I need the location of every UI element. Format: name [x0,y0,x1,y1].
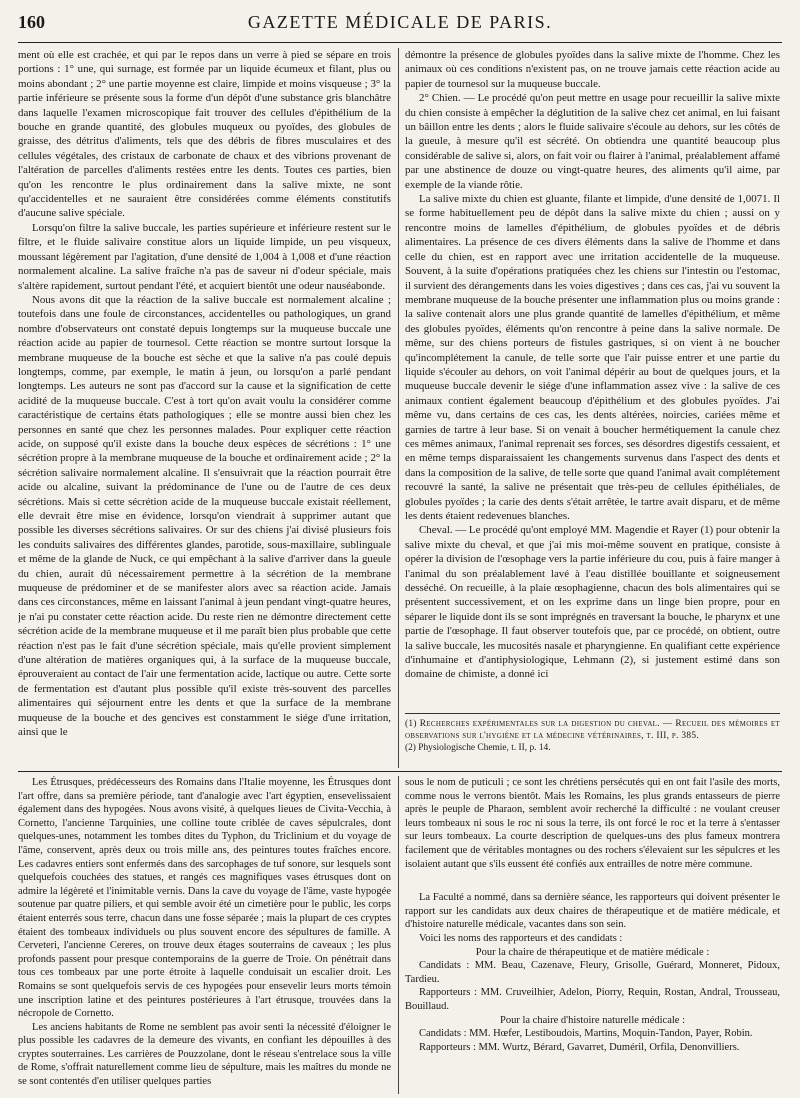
notice-list-intro: Voici les noms des rapporteurs et des candidats : [419,932,623,944]
footnote: (2) Physiologische Chemie, t. II, p. 14. [405,743,551,753]
paragraph: 2° Chien. — Le procédé qu'on peut mettre en usage pour recueillir la salive mixte du chien consiste à empêcher la déglutition de la salive chez cet animal, en lui faisant un bâillon entre les dents ; alors le fluide salivaire s'écoule au dehors, sur les côtés de la gueule, à mesure qu'il est sécrété. On obtiendra une quantité beaucoup plus considérable de salive si, alors, on fait voir ou flairer à l'animal, préalablement affamé par une abstinence de douze ou vingt-quatre heures, des aliments qu'il aime, par exemple de la viande rôtie. [405,92,780,191]
rapporteurs-line: Rapporteurs : MM. Cruveilhier, Adelon, Piorry, Requin, Rostan, Andral, Trousseau, Bouillaud. [405,987,780,1012]
paragraph: Les Étrusques, prédécesseurs des Romains dans l'Italie moyenne, les Étrusques dont l'art offre, dans sa première période, tant d'analogie avec l'art égyptien, ensevelissaient également dans des hypogées. Nous avons visité, à quelques lieues de Civita-Vecchia, à Cornetto, l'ancienne Tarquinies, une colline toute criblée de caves sépulcrales, dont quelques-unes, notamment les tombes dites du Typhon, du Triclinium et du voyage de l'âme, conservent, après deux ou trois mille ans, des peintures toutes fraîches encore. Les cadavres entiers sont enfermés dans des sarcophages de tuf sonore, sur lesquels sont quelquefois couchées des statues, et rangés ces magnifiques vases étrusques dont on admire la légèreté et l'inimitable vernis. Dans la cave du voyage de l'âme, vaste hypogée soutenue par quatre piliers, et qui semble avoir été un cimetière pour le public, les corps étaient enterrés sous terre, chacun dans une fosse séparée ; mais la plupart de ces cryptes étaient des tombeaux individuels ou plus souvent encore des sépultures de famille. A Cerveteri, l'ancienne Cereres, on trouve deux étages souterrains de caveaux ; les plus profonds passent pour presque contemporains de la guerre de Troie. On pénétrait dans tous ces tombeaux par une porte étroite à laquelle conduisait un escalier droit. Les Romains se sont quelquefois servis de ces hypogées pour ensevelir leurs morts témoin une inscription latine et des peintures postérieures à l'art étrusque, trouvées dans la nécropole de Cornetto. [18,777,391,1020]
running-title: GAZETTE MÉDICALE DE PARIS. [247,12,553,32]
chair-heading: Pour la chaire de thérapeutique et de matière médicale : [475,946,710,958]
paragraph: Lorsqu'on filtre la salive buccale, les parties supérieure et inférieure restent sur le filtre, et le fluide salivaire constitue alors un liquide limpide, un peu visqueux, moussant légèrement par l'agitation, d'une densité de 1,004 à 1,008 et d'une réaction normalement alcaline. La salive fraîche n'a pas de saveur ni d'odeur spéciale, mais s'altère rapidement, surtout pendant l'été, et acquiert bientôt une odeur nauséabonde. [18,221,391,292]
paragraph: sous le nom de puticuli ; ce sont les chrétiens persécutés qui en ont fait l'asile des morts, comme nous le verrons bientôt. Mais les Romains, les plus grands entasseurs de pierre après le peuple de Pharaon, semblent avoir recherché la difficulté : ne voulant creuser leurs tombeaux ni sous le roc ni sous la terre, ils ont forcé le roc et la terre à s'entasser sur leurs tombeaux. La courte description de quelques-uns des plus fameux montrera facilement que de véritables montagnes ou des rochers s'élevaient sur les sépulcres et les isolaient autant que s'ils eussent été confiés aux entrailles de notre mère commune. [405,777,780,870]
section-divider [18,771,782,772]
paragraph: Cheval. — Le procédé qu'ont employé MM. Magendie et Rayer (1) pour obtenir la salive mixte du cheval, et que j'ai mis moi-même souvent en pratique, consiste à opérer la division de l'œsophage vers la partie inférieure du cou, puis à faire manger à l'animal du son préalablement lavé à l'eau distillée bouillante et soigneusement desséché. On recueille, à la plaie œsophagienne, chacun des bols alimentaires qui se présentent successivement, et on les exprime dans un linge bien propre, pour en séparer le liquide dont ils se sont imprégnés en traversant la bouche, le pharynx et une partie de l'œsophage. Il faut observer toutefois que, par ce procédé, on obtient, outre la salive buccale, les mucosités nasale et pharyngienne. En qualifiant cette expérience d'inhumaine et d'antiphysiologique, Lehmann (2), si justement estimé dans son domaine de chimiste, a donné ici [405,524,780,681]
candidates-line: Candidats : MM. Hœfer, Lestiboudois, Martins, Moquin-Tandon, Payer, Robin. [419,1028,753,1040]
paragraph: ment où elle est crachée, et qui par le repos dans un verre à pied se sépare en trois portions : 1° une, qui surnage, est formée par un liquide écumeux et filant, plus ou moins abondant ; 2° une partie moyenne est claire, limpide et moins visqueuse ; 3° la partie inférieure se présente sous la forme d'un dépôt d'une substance gris blanchâtre dans laquelle l'examen microscopique fait trouver des cellules d'épithélium de la bouche en grande quantité, des globules muqueux ou pyoïdes, des globules de graisse, des détritus d'aliments, tels que des débris de fibres musculaires et des cellules végétales, des cristaux de carbonate de chaux et des vibrions provenant de l'altération de parcelles d'aliments restées entre les dents. Toutes ces parties, bien qu'on les rencontre le plus ordinairement dans la salive mixte, ne sont qu'accidentelles et ne sauraient être considérées comme éléments constitutifs d'aucune salive spéciale. [18,49,391,220]
page-header [18,12,782,43]
column-divider [398,776,399,1094]
paragraph: Nous avons dit que la réaction de la salive buccale est normalement alcaline ; toutefois dans une foule de circonstances, accidentelles ou pathologiques, un grand nombre d'observateurs ont constaté depuis longtemps sur la muqueuse buccale une réaction acide au papier de tournesol. Cette réaction se montre surtout lorsque la membrane muqueuse de la bouche est sèche et que la salive n'a pas coulé depuis longtemps, comme, par exemple, le matin à jeun, ou lorsqu'on a parlé pendant longtemps. Les auteurs ne sont pas d'accord sur la cause et la signification de cette acidité de la muqueuse buccale. C'est à tort qu'on avait voulu la considérer comme caractéristique de certains états pathologiques ; elle se montre aussi bien chez les personnes en santé que chez les personnes malades. Pour expliquer cette réaction acide, on supposé qu'il existe dans la bouche deux espèces de sécrétions : 1° une sécrétion propre à la membrane muqueuse de la bouche et ordinairement acide ; 2° la sécrétion salivaire normalement alcaline. Il s'ensuivrait que la réaction pourrait être acide ou alcaline, suivant la prédominance de l'une ou de l'autre de ces deux sécrétions. Mais si cette sécrétion acide de la muqueuse buccale existait réellement, elle devrait être mise en évidence, lorsqu'on viendrait à supprimer autant que possible les diverses sécrétions salivaires. Or sur des chiens j'ai divisé plusieurs fois les conduits salivaires des différentes glandes, parotide, sous-maxillaire, sublinguale et même de la glande de Nuck, ce qui empêchant à la salive d'arriver dans la gueule du chien, aurait dû nécessairement permettre à la sécrétion de la membrane muqueuse de prédominer et de se manifester alors avec sa réaction acide. Jamais dans ces circonstances, même en laissant l'animal à jeun pendant vingt-quatre heures, je n'ai pu constater cette réaction acide. Du reste rien ne démontre directement cette sécrétion acide de la membrane muqueuse et il me paraît bien plus probable que cette réaction n'est pas le fait d'une sécrétion spéciale, mais qu'elle provient simplement d'une altération de matières organiques qui, à la surface de la muqueuse buccale, éprouveraient au contact de l'air une fermentation acide, lactique ou autre. Cette sorte de fermentation est d'autant plus possible qu'il existe très-souvent des parcelles alimentaires qui séjournent entre les dents et que la surface de la membrane muqueuse de la bouche et des gencives est constamment le siége d'une irritation, ainsi que le [18,293,391,739]
column-divider [398,48,399,768]
page-number: 160 [18,12,45,32]
candidates-line: Candidats : MM. Beau, Cazenave, Fleury, Grisolle, Guérard, Monneret, Pidoux, Tardieu. [405,960,780,985]
feuilleton-column-right [405,776,780,1094]
article-column-left [18,48,391,766]
footnotes [405,718,780,754]
chair-heading: Pour la chaire d'histoire naturelle médicale : [500,1014,685,1026]
footnote: (1) Recherches expérimentales sur la digestion du cheval. — Recueil des mémoires et observations sur l'hygiène et la médecine vétérinaires, t. III, p. 385. [405,719,780,741]
spacer [405,871,780,891]
notice-intro: La Faculté a nommé, dans sa dernière séance, les rapporteurs qui doivent présenter le rapport sur les candidats aux deux chaires de thérapeutique et de matière médicale, et d'histoire naturelle médicale, vacantes dans son sein. [405,892,780,931]
rapporteurs-line: Rapporteurs : MM. Wurtz, Bérard, Gavarret, Duméril, Orfila, Denonvilliers. [419,1041,740,1053]
paragraph: Les anciens habitants de Rome ne semblent pas avoir senti la nécessité d'éloigner le plus possible les cadavres de la demeure des vivants, en confiant les dépouilles à des cryptes souterraines. Les carrières de Pouzzolane, dont le réseau s'entrelace sous la ville de Rome, s'offrait naturellement comme lieu de sépulture, mais les maîtres du monde ne se sont contentés d'en utiliser quelques parties [18,1021,391,1088]
paragraph: démontre la présence de globules pyoïdes dans la salive mixte de l'homme. Chez les animaux où ces conditions n'existent pas, on ne trouve jamais cette réaction acide au papier de tournesol sur la muqueuse buccale. [405,49,780,90]
footnote-divider [405,713,780,714]
paragraph: La salive mixte du chien est gluante, filante et limpide, d'une densité de 1,0071. Il se forme habituellement peu de dépôt dans la salive mixte du chien ; aussi on y rencontre moins de lamelles d'épithélium, de globules pyoïdes et de débris alimentaires. La présence de ces divers éléments dans la salive de l'homme et dans celle du chien, est en rapport avec une irritation accidentelle de la muqueuse. Souvent, à la suite d'opérations pratiquées chez les chiens sur l'intestin ou l'estomac, il survient des dérangements dans les voies digestives ; dans ces cas, j'ai vu souvent la membrane muqueuse de la bouche présenter une inflammation plus ou moins grande : la salive contenait alors une plus grande quantité de lamelles d'épithélium, et même des globules pyoïdes, éléments qu'on rencontre à peine dans la salive normale. De même, sur des chiens porteurs de fistules gastriques, si on vient à ne boucher qu'incomplétement la canule, de telle sorte que l'air puisse entrer et une partie du liquide s'écouler au dehors, on voit l'animal dépérir au bout de quelques jours, et la muqueuse buccale devenir le siége d'une inflammation assez vive : la salive de ces animaux contient également beaucoup d'épithélium et des globules pyoïdes. J'ai même vu, dans certains de ces cas, les dents altérées, noircies, cariées même et garnies de tartre à leur base. Si on venait à boucher hermétiquement la canule chez ces mêmes animaux, l'animal reprenait ses forces, ses désordres digestifs cessaient, et en même temps disparaissaient les changements survenus dans l'aspect des dents et dans la composition de la salive, de telle sorte que quand l'animal avait complétement recouvré la santé, la salive ne présentait que très-peu de cellules épithéliales, de globules pyoïdes ; la carie des dents s'était arrêtée, le tartre avait disparu, et de même les dents étaient redevenues blanches. [405,193,780,522]
feuilleton-column-left [18,776,391,1094]
article-column-right [405,48,780,714]
